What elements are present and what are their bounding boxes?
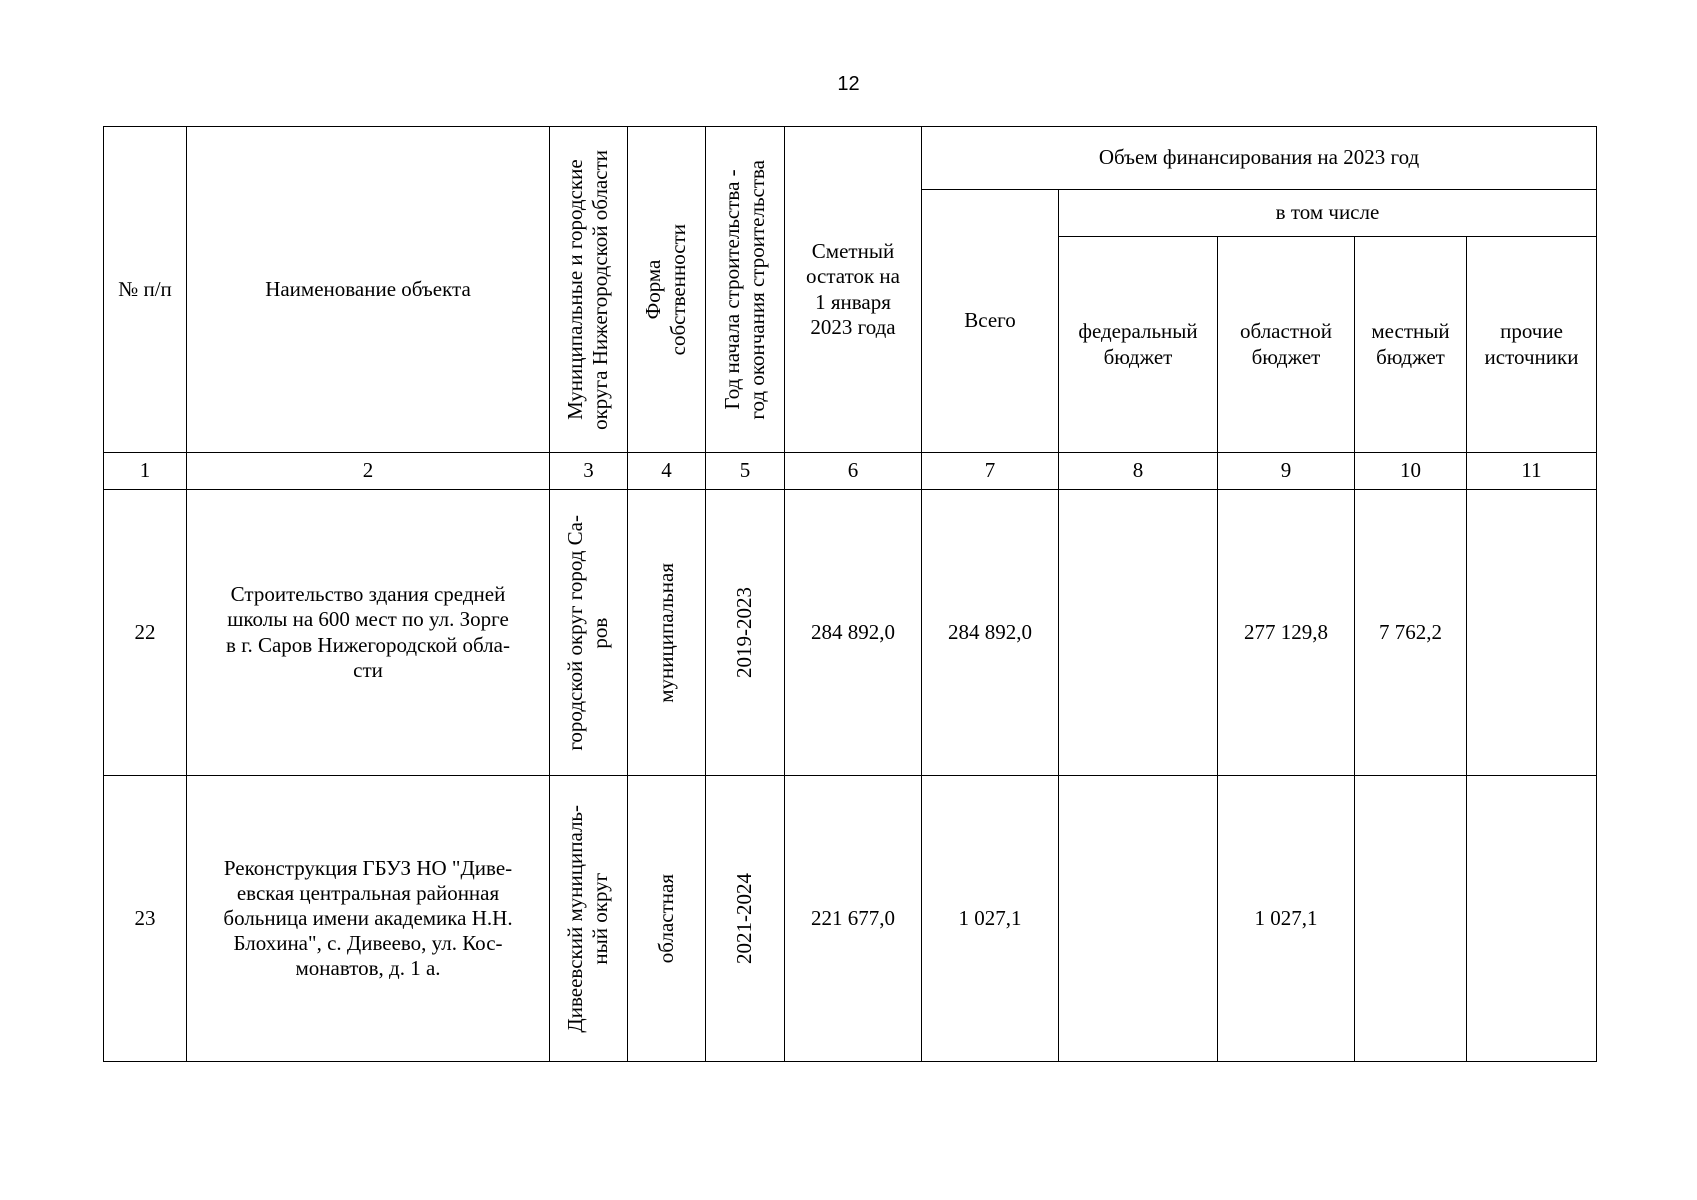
row-district xyxy=(550,776,628,1062)
row-other xyxy=(1467,776,1597,1062)
row-num: 22 xyxy=(104,490,187,776)
row-ownership xyxy=(628,490,706,776)
row-district-line: ный округ xyxy=(588,872,613,965)
header-financing: Объем финансирования на 2023 год xyxy=(922,127,1597,190)
header-other-line: источники xyxy=(1484,344,1579,369)
row-object-name-line: школы на 600 мест по ул. Зорге xyxy=(227,607,509,632)
header-total: Всего xyxy=(922,190,1059,453)
column-number: 6 xyxy=(785,453,922,490)
column-number: 4 xyxy=(628,453,706,490)
header-balance-line: остаток на xyxy=(806,264,900,289)
header-district-line: округа Нижегородской области xyxy=(588,149,613,430)
column-number: 11 xyxy=(1467,453,1597,490)
row-ownership-text: областная xyxy=(653,873,678,964)
header-federal-line: федеральный xyxy=(1078,319,1198,344)
header-federal-line: бюджет xyxy=(1103,344,1173,369)
row-total: 284 892,0 xyxy=(922,490,1059,776)
column-number: 5 xyxy=(706,453,785,490)
column-number: 3 xyxy=(550,453,628,490)
row-object-name-line: Блохина", с. Дивеево, ул. Кос- xyxy=(233,931,503,956)
header-including: в том числе xyxy=(1059,190,1597,237)
header-years xyxy=(706,127,785,453)
table-row xyxy=(104,776,1597,1062)
row-balance: 221 677,0 xyxy=(785,776,922,1062)
row-object-name-line: евская центральная районная xyxy=(236,880,500,905)
header-regional-line: бюджет xyxy=(1251,344,1321,369)
header-other-line: прочие xyxy=(1500,319,1563,344)
header-district-line: Муниципальные и городские xyxy=(563,159,588,420)
column-number: 10 xyxy=(1355,453,1467,490)
header-local-line: бюджет xyxy=(1376,344,1445,369)
row-district-line: Дивеевский муниципаль- xyxy=(563,804,588,1033)
row-object-name-line: в г. Саров Нижегородской обла- xyxy=(226,632,510,657)
header-balance-line: 2023 года xyxy=(810,314,896,339)
header-balance-line: Сметный xyxy=(811,239,895,264)
row-district-line: городской округ город Са- xyxy=(563,514,588,751)
header-local-line: местный xyxy=(1371,319,1450,344)
header-row-1 xyxy=(104,127,1597,190)
row-object-name-line: сти xyxy=(353,657,383,682)
row-years-text: 2019-2023 xyxy=(732,587,757,678)
page-number: 12 xyxy=(837,73,860,95)
header-ownership xyxy=(628,127,706,453)
header-other xyxy=(1467,237,1597,453)
row-local: 7 762,2 xyxy=(1355,490,1467,776)
column-number: 7 xyxy=(922,453,1059,490)
row-regional: 277 129,8 xyxy=(1218,490,1355,776)
header-regional xyxy=(1218,237,1355,453)
row-balance: 284 892,0 xyxy=(785,490,922,776)
row-object-name-line: монавтов, д. 1 а. xyxy=(295,956,441,981)
row-num: 23 xyxy=(104,776,187,1062)
header-num: № п/п xyxy=(104,127,187,453)
row-years xyxy=(706,490,785,776)
row-ownership xyxy=(628,776,706,1062)
row-object-name-line: Реконструкция ГБУЗ НО "Диве- xyxy=(223,855,513,880)
column-number: 1 xyxy=(104,453,187,490)
row-district xyxy=(550,490,628,776)
row-district-line: ров xyxy=(588,617,613,648)
column-number: 2 xyxy=(187,453,550,490)
header-balance xyxy=(785,127,922,453)
row-federal xyxy=(1059,490,1218,776)
financing-table xyxy=(103,126,1597,1062)
header-name: Наименование объекта xyxy=(187,127,550,453)
header-local xyxy=(1355,237,1467,453)
row-other xyxy=(1467,490,1597,776)
header-years-line: год окончания строительства xyxy=(745,159,769,420)
row-object-name-line: Строительство здания средней xyxy=(230,582,506,607)
header-district xyxy=(550,127,628,453)
column-number: 9 xyxy=(1218,453,1355,490)
row-total: 1 027,1 xyxy=(922,776,1059,1062)
row-object-name xyxy=(187,490,550,776)
column-number: 8 xyxy=(1059,453,1218,490)
row-years xyxy=(706,776,785,1062)
row-local xyxy=(1355,776,1467,1062)
row-years-text: 2021-2024 xyxy=(732,873,757,964)
header-regional-line: областной xyxy=(1240,319,1332,344)
header-balance-line: 1 января xyxy=(815,289,891,314)
header-years-line: Год начала строительства - xyxy=(719,169,744,410)
row-object-name xyxy=(187,776,550,1062)
row-federal xyxy=(1059,776,1218,1062)
row-regional: 1 027,1 xyxy=(1218,776,1355,1062)
header-federal xyxy=(1059,237,1218,453)
header-ownership-line: собственности xyxy=(666,223,691,356)
column-number-row xyxy=(104,453,1597,490)
row-object-name-line: больница имени академика Н.Н. xyxy=(223,905,513,930)
header-ownership-line: Форма xyxy=(641,259,666,320)
table-row xyxy=(104,490,1597,776)
row-ownership-text: муниципальная xyxy=(653,562,678,703)
